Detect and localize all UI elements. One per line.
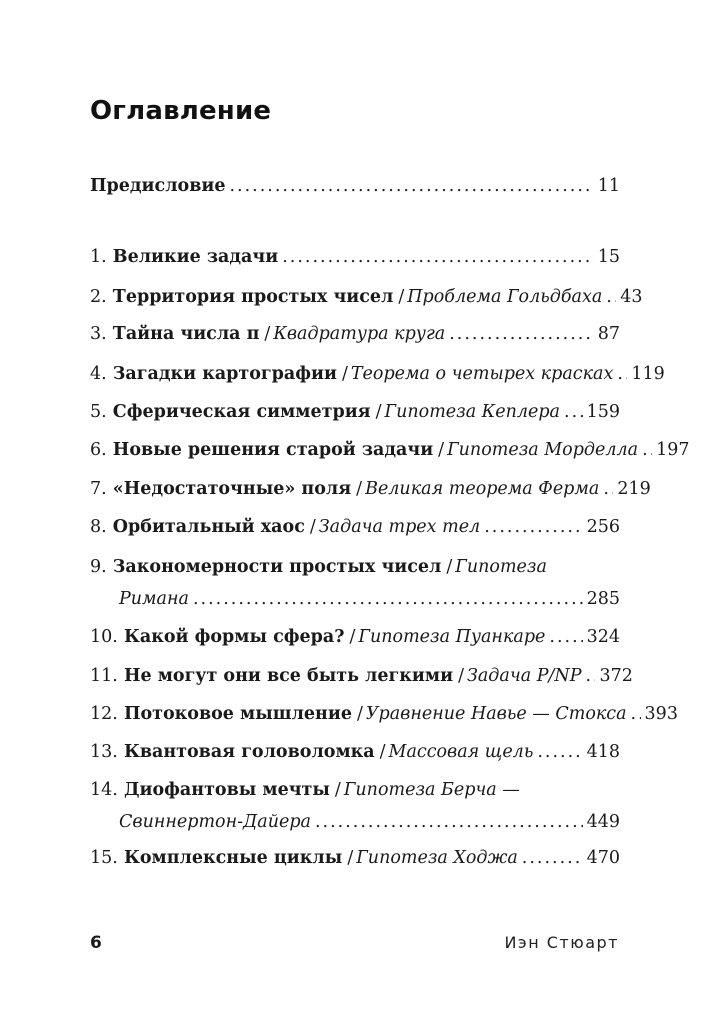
leader-dots bbox=[549, 625, 582, 649]
chapter-title: 12. Потоковое мышление bbox=[90, 704, 352, 724]
chapter-subtitle: Задача трех тел bbox=[318, 517, 481, 537]
separator: / bbox=[356, 704, 363, 724]
chapter-title: 8. Орбитальный хаос bbox=[90, 517, 305, 537]
chapter-subtitle: Великая теорема Ферма bbox=[365, 479, 600, 499]
separator: / bbox=[458, 666, 464, 686]
leader-dots bbox=[315, 810, 583, 834]
separator: / bbox=[349, 627, 356, 647]
page-number: 219 bbox=[617, 479, 651, 499]
toc-entry-preface[interactable] bbox=[90, 174, 620, 198]
toc-entry-chapter-2[interactable] bbox=[90, 285, 643, 309]
chapter-number: 9. bbox=[90, 557, 107, 577]
toc-entry-chapter-11[interactable] bbox=[90, 664, 633, 688]
chapter-number: 3. bbox=[90, 324, 107, 344]
leader-dots bbox=[522, 846, 583, 870]
page-number: 43 bbox=[620, 287, 643, 307]
page-number: 372 bbox=[599, 666, 633, 686]
chapter-number: 14. bbox=[90, 780, 118, 800]
chapter-number: 7. bbox=[90, 479, 107, 499]
leader-dots bbox=[229, 174, 593, 198]
page-title: Оглавление bbox=[90, 96, 272, 126]
chapter-subtitle: Гипотеза Пуанкаре bbox=[358, 627, 546, 647]
chapter-subtitle: Квадратура круга bbox=[273, 324, 446, 344]
chapter-number: 2. bbox=[90, 287, 107, 307]
separator: / bbox=[264, 324, 271, 344]
separator: / bbox=[446, 557, 453, 577]
page-number: 256 bbox=[586, 517, 620, 537]
leader-dots bbox=[631, 702, 641, 726]
chapter-title: 10. Какой формы сфера? bbox=[90, 627, 345, 647]
separator: / bbox=[375, 402, 382, 422]
leader-dots bbox=[282, 245, 594, 269]
chapter-subtitle: Гипотеза Морделла bbox=[447, 440, 639, 460]
toc-entry-chapter-7[interactable] bbox=[90, 477, 651, 501]
toc-entry-chapter-13[interactable] bbox=[90, 740, 620, 764]
toc-entry-chapter-4[interactable] bbox=[90, 362, 665, 386]
chapter-title: 15. Комплексные циклы bbox=[90, 848, 343, 868]
chapter-number: 15. bbox=[90, 848, 118, 868]
chapter-title: 4. Загадки картографии bbox=[90, 364, 337, 384]
toc-entry-chapter-3[interactable] bbox=[90, 322, 620, 346]
toc-entry-chapter-12[interactable] bbox=[90, 702, 678, 726]
chapter-title: 1. Великие задачи bbox=[90, 247, 279, 267]
leader-dots bbox=[564, 400, 583, 424]
chapter-subtitle: Гипотеза Кеплера bbox=[384, 402, 560, 422]
chapter-number: 6. bbox=[90, 440, 107, 460]
chapter-subtitle: Задача P/NP bbox=[466, 666, 582, 686]
page-number: 11 bbox=[597, 176, 620, 196]
chapter-number: 10. bbox=[90, 627, 118, 647]
toc-entry-chapter-1[interactable] bbox=[90, 245, 620, 269]
chapter-subtitle-continued: Свиннертон-Дайера bbox=[119, 812, 311, 832]
page-number: 470 bbox=[586, 848, 620, 868]
chapter-title: 13. Квантовая головоломка bbox=[90, 742, 375, 762]
leader-dots bbox=[642, 438, 652, 462]
toc-entry-chapter-5[interactable] bbox=[90, 400, 620, 424]
chapter-subtitle: Проблема Гольдбаха bbox=[407, 287, 603, 307]
separator: / bbox=[438, 440, 445, 460]
chapter-title: 14. Диофантовы мечты bbox=[90, 780, 330, 800]
page-number: 15 bbox=[597, 247, 620, 267]
page-number: 285 bbox=[586, 589, 620, 609]
chapter-subtitle: Массовая щель bbox=[388, 742, 534, 762]
chapter-title: 2. Территория простых чисел bbox=[90, 287, 394, 307]
chapter-number: 11. bbox=[90, 666, 118, 686]
chapter-number: 12. bbox=[90, 704, 118, 724]
chapter-number: 13. bbox=[90, 742, 118, 762]
toc-entry-chapter-10[interactable] bbox=[90, 625, 620, 649]
separator: / bbox=[398, 287, 405, 307]
chapter-subtitle: Теорема о четырех красках bbox=[350, 364, 614, 384]
page-number: 159 bbox=[586, 402, 620, 422]
toc-entry-chapter-6[interactable] bbox=[90, 438, 690, 462]
separator: / bbox=[347, 848, 354, 868]
toc-entry-chapter-15[interactable] bbox=[90, 846, 620, 870]
leader-dots bbox=[193, 587, 583, 611]
chapter-subtitle: Гипотеза Берча — bbox=[343, 780, 520, 800]
chapter-number: 4. bbox=[90, 364, 107, 384]
separator: / bbox=[309, 517, 316, 537]
toc-entry-chapter-9[interactable] bbox=[90, 555, 620, 611]
chapter-title: 11. Не могут они все быть легкими bbox=[90, 666, 454, 686]
page-number: 418 bbox=[586, 742, 620, 762]
footer-page-number: 6 bbox=[90, 933, 102, 953]
leader-dots bbox=[537, 740, 582, 764]
chapter-subtitle: Гипотеза Ходжа bbox=[356, 848, 518, 868]
preface-label: Предисловие bbox=[90, 176, 226, 196]
page-number: 87 bbox=[597, 324, 620, 344]
separator: / bbox=[356, 479, 363, 499]
chapter-title: 5. Сферическая симметрия bbox=[90, 402, 371, 422]
chapter-number: 1. bbox=[90, 247, 107, 267]
chapter-title: 3. Тайна числа π bbox=[90, 324, 260, 344]
separator: / bbox=[341, 364, 348, 384]
page-number: 119 bbox=[631, 364, 665, 384]
page-number: 449 bbox=[586, 812, 620, 832]
toc-entry-chapter-14[interactable] bbox=[90, 778, 620, 834]
leader-dots bbox=[449, 322, 593, 346]
chapter-title: 6. Новые решения старой задачи bbox=[90, 440, 434, 460]
footer-author: Иэн Стюарт bbox=[504, 933, 619, 952]
separator: / bbox=[379, 742, 386, 762]
chapter-subtitle-continued: Римана bbox=[119, 589, 189, 609]
chapter-title: 9. Закономерности простых чисел bbox=[90, 557, 442, 577]
leader-dots bbox=[617, 362, 627, 386]
chapter-title: 7. «Недостаточные» поля bbox=[90, 479, 352, 499]
leader-dots bbox=[585, 664, 595, 688]
toc-entry-chapter-8[interactable] bbox=[90, 515, 620, 539]
chapter-subtitle: Гипотеза bbox=[455, 557, 547, 577]
chapter-number: 8. bbox=[90, 517, 107, 537]
leader-dots bbox=[484, 515, 582, 539]
chapter-subtitle: Уравнение Навье — Стокса bbox=[365, 704, 627, 724]
page-number: 324 bbox=[586, 627, 620, 647]
page-number: 393 bbox=[644, 704, 678, 724]
leader-dots bbox=[603, 477, 613, 501]
separator: / bbox=[334, 780, 341, 800]
leader-dots bbox=[606, 285, 616, 309]
page-number: 197 bbox=[656, 440, 690, 460]
chapter-number: 5. bbox=[90, 402, 107, 422]
